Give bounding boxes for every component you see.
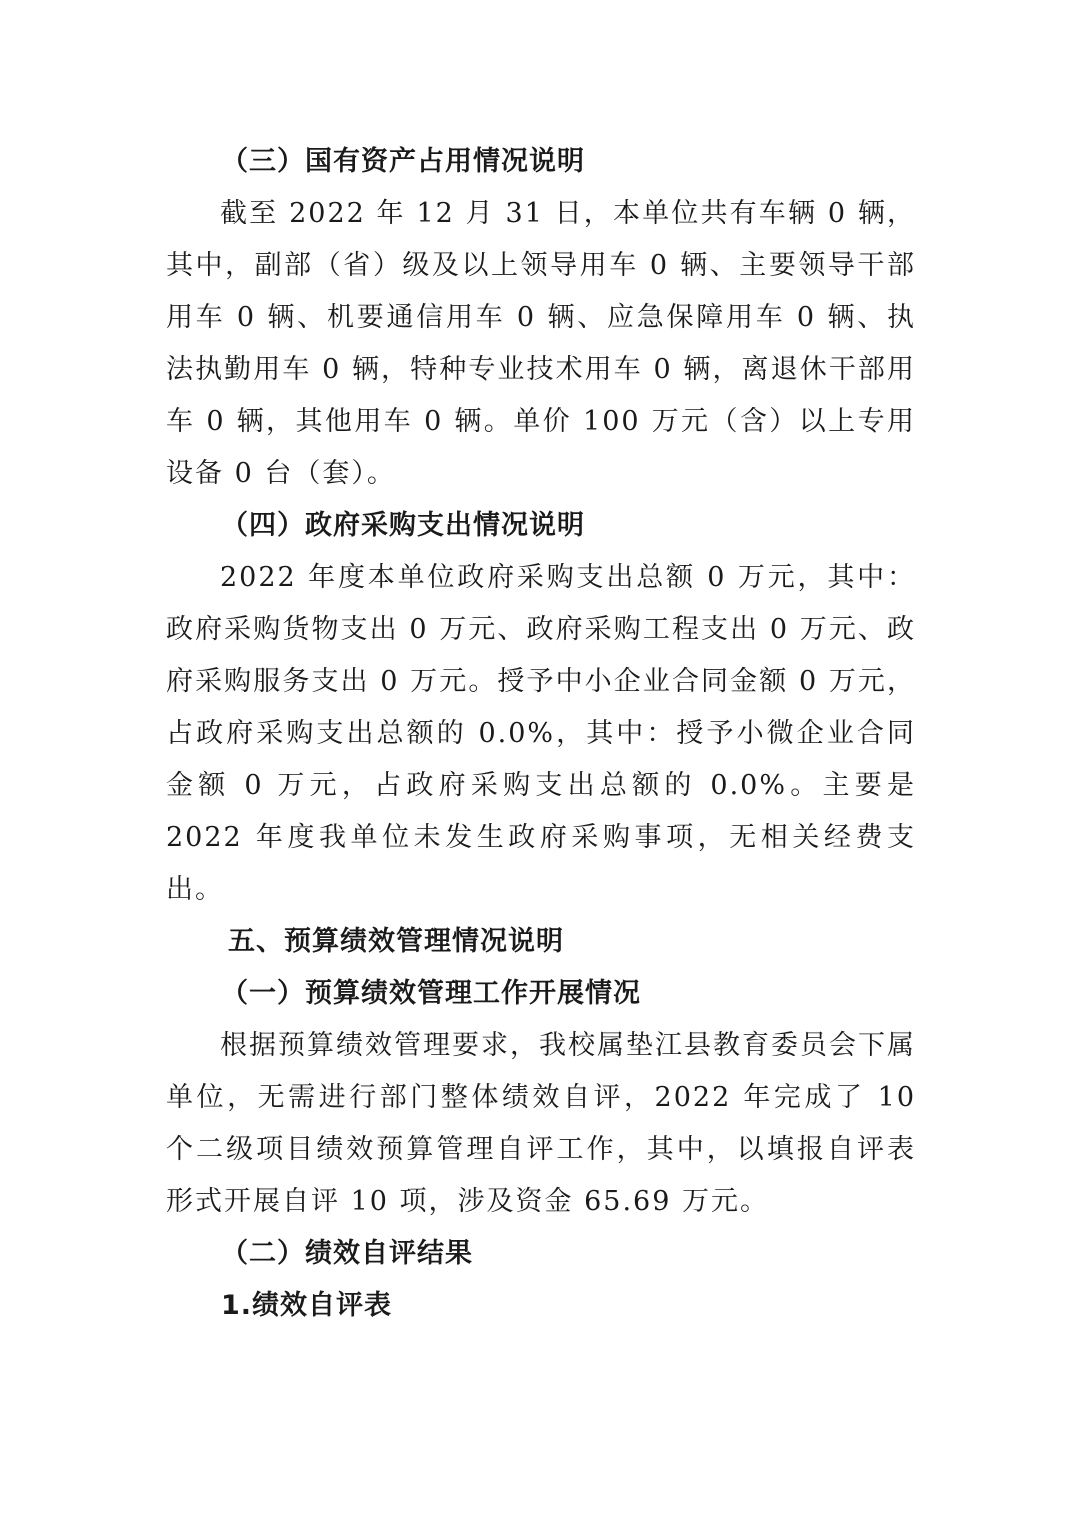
procurement-section-heading: （四）政府采购支出情况说明 [221,510,585,541]
performance-work-paragraph: 根据预算绩效管理要求，我校属垫江县教育委员会下属单位，无需进行部门整体绩效自评，2022 年完成了 10 个二级项目绩效预算管理自评工作，其中，以填报自评表形式开展自评 10 项，涉及资金 65.69 万元。 [166,1030,916,1217]
asset-section-heading: （三）国有资产占用情况说明 [221,146,585,177]
performance-chapter-heading: 五、预算绩效管理情况说明 [228,926,564,957]
self-evaluation-heading: （二）绩效自评结果 [221,1238,473,1269]
procurement-section-paragraph: 2022 年度本单位政府采购支出总额 0 万元，其中：政府采购货物支出 0 万元、政府采购工程支出 0 万元、政府采购服务支出 0 万元。授予中小企业合同金额 0 万元，占政府采购支出总额的 0.0%，其中：授予小微企业合同金额 0 万元，占政府采购支出总额的 0.0%。主要是 2022 年度我单位未发生政府采购事项，无相关经费支出。 [166,562,916,905]
asset-section-paragraph: 截至 2022 年 12 月 31 日，本单位共有车辆 0 辆，其中，副部（省）级及以上领导用车 0 辆、主要领导干部用车 0 辆、机要通信用车 0 辆、应急保障用车 0 辆、执法执勤用车 0 辆，特种专业技术用车 0 辆，离退休干部用车 0 辆，其他用车 0 辆。单价 100 万元（含）以上专用设备 0 台（套）。 [166,198,916,489]
document-body [166,136,916,1332]
performance-work-heading: （一）预算绩效管理工作开展情况 [221,978,641,1009]
self-evaluation-table-heading: 1.绩效自评表 [221,1290,393,1321]
